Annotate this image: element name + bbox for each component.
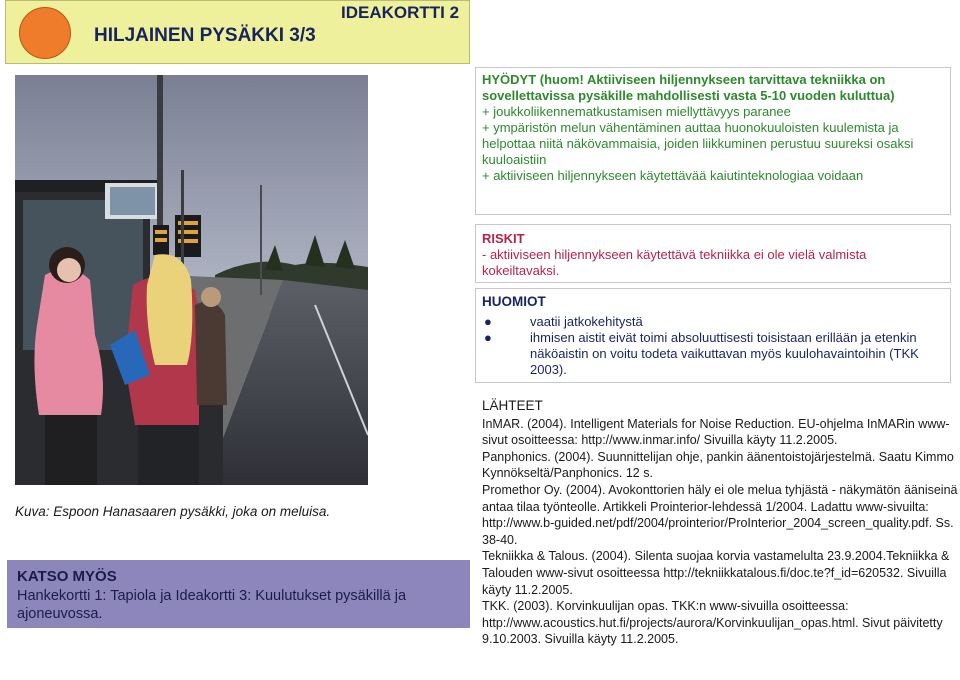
orange-circle-icon: [19, 7, 71, 59]
notes-item: ihmisen aistit eivät toimi absoluuttisesti toisistaan erillään ja etenkin näköaistin on voitu todeta vaikuttavan myös kuulohavaintoihin (TKK 2003).: [530, 330, 919, 377]
benefit-item: + aktiiviseen hiljennykseen käytettävää kaiutinteknologiaa voidaan: [482, 168, 864, 183]
benefits-box: [475, 67, 951, 215]
see-also-text: Hankekortti 1: Tapiola ja Ideakortti 3: Kuulutukset pysäkillä ja ajoneuvossa.: [17, 588, 407, 622]
reference-item: TKK. (2003). Korvinkuulijan opas. TKK:n www-sivuilla osoitteessa: http://www.acoustics.hut.fi/projects/aurora/Korvinkuulijan_opas.html. Sivut päivitetty 9.10.2003. Sivuilla käyty 11.2.2005.: [482, 599, 943, 647]
risks-box: [475, 224, 951, 283]
card-label: IDEAKORTTI 2: [341, 3, 460, 22]
risks-title: RISKIT: [482, 231, 525, 246]
risks-text: - aktiiviseen hiljennykseen käytettävä tekniikka ei ole vielä valmista kokeiltavaksi.: [482, 247, 867, 278]
references-title: LÄHTEET: [482, 398, 543, 413]
photo-caption: Kuva: Espoon Hanasaaren pysäkki, joka on meluisa.: [15, 504, 331, 519]
notes-box: [475, 288, 951, 383]
benefits-title: HYÖDYT (huom! Aktiiviseen hiljennykseen tarvittava tekniikka on sovellettavissa pysäkille mahdollisesti vasta 5-10 vuoden kuluttua): [482, 72, 895, 103]
reference-item: InMAR. (2004). Intelligent Materials for Noise Reduction. EU-ohjelma InMARin www-sivut osoitteessa: http://www.inmar.info/ Sivuilla käyty 11.2.2005.: [482, 416, 950, 448]
card-header: [5, 0, 470, 64]
bullet-icon: ●: [484, 314, 492, 329]
notes-title: HUOMIOT: [482, 294, 546, 309]
list-item: [482, 330, 944, 378]
bus-stop-photo: [15, 75, 368, 485]
benefit-item: + ympäristön melun vähentäminen auttaa huonokuuloisten kuulemista ja helpottaa niitä näkövammaisia, joiden liikkuminen perustuu suureksi osaksi kuuloaistiin: [482, 120, 914, 167]
benefit-item: + joukkoliikennematkustamisen miellyttävyys paranee: [482, 104, 791, 119]
reference-item: Tekniikka & Talous. (2004). Silenta suojaa korvia vastamelulta 23.9.2004.Tekniikka & Talouden www-sivut osoitteessa http://tekniikkatalous.fi/doc.te?f_id=620532. Sivuilla käyty 11.2.2005.: [482, 549, 950, 597]
bullet-icon: ●: [484, 330, 492, 345]
references-section: [482, 398, 958, 648]
notes-item: vaatii jatkokehitystä: [530, 314, 643, 329]
list-item: [482, 314, 944, 330]
reference-item: Panphonics. (2004). Suunnittelijan ohje, pankin äänentoistojärjestelmä. Saatu Kimmo Kynnökseltä/Panphonics. 12 s.: [482, 449, 954, 481]
see-also-box: [7, 560, 470, 628]
see-also-title: KATSO MYÖS: [17, 568, 117, 585]
page-title: HILJAINEN PYSÄKKI 3/3: [94, 25, 316, 46]
reference-item: Promethor Oy. (2004). Avokonttorien häly ei ole melua tyhjästä - näkymätön ääniseinä antaa tilaa työnteolle. Artikkeli Prointerior-lehdessä 1/2004. Ladattu www-sivuilta: http://www.b-guided.net/pdf/2004/prointerior/ProInterior_2004_screen_quality.pdf. Ss. 38-40.: [482, 482, 958, 547]
photo-icon: [15, 75, 368, 485]
